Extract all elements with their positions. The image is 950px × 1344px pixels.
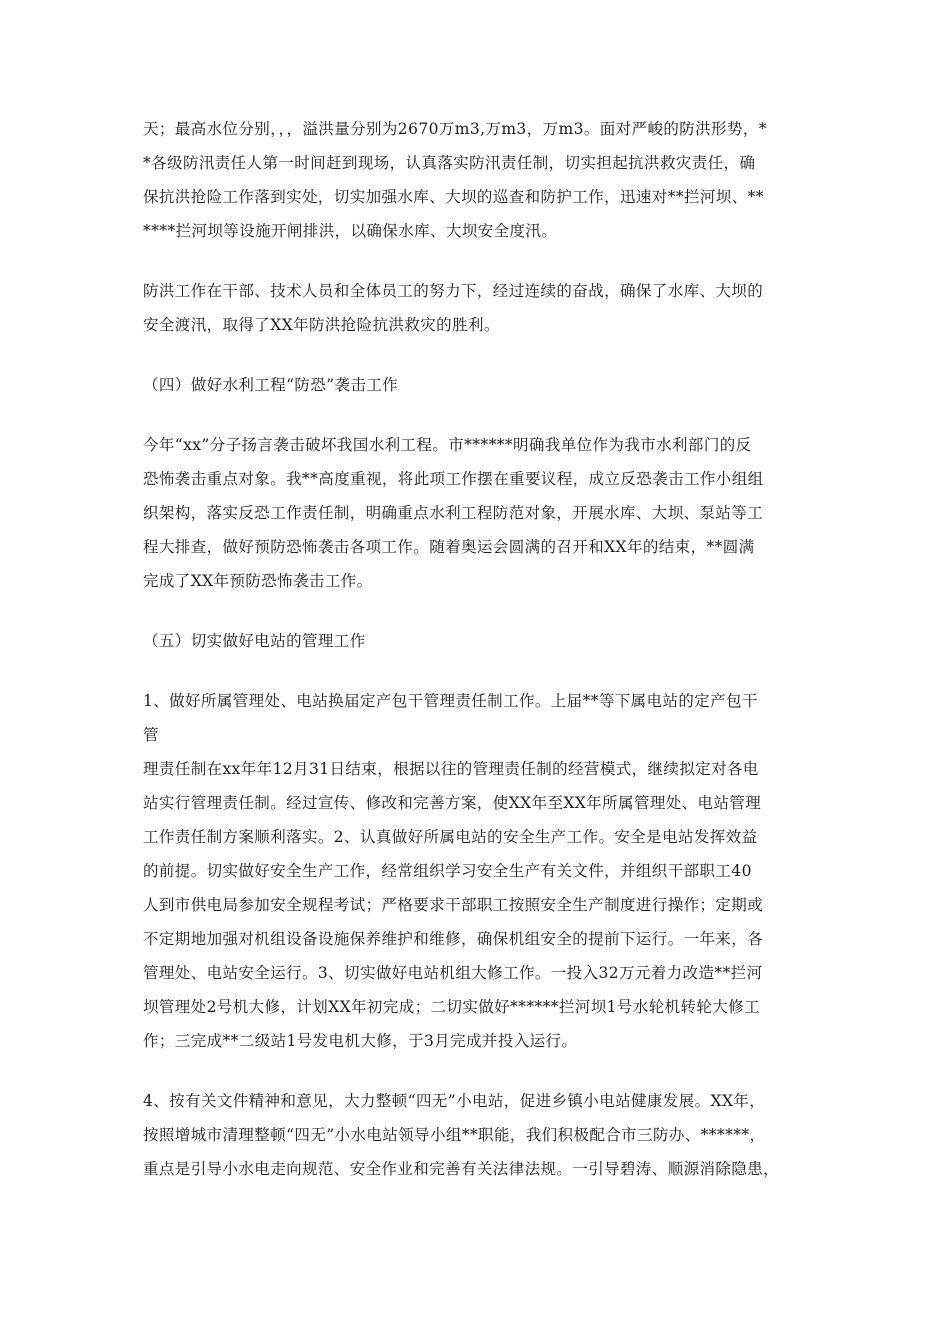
text-line: 理责任制在xx年年12月31日结束，根据以往的管理责任制的经营模式，继续拟定对各电	[143, 760, 759, 778]
text-line: 不定期地加强对机组设备设施保养维护和维修，确保机组安全的提前下运行。一年来，各	[143, 930, 764, 948]
paragraph-flood-response	[143, 112, 823, 248]
text-line: 完成了XX年预防恐怖袭击工作。	[143, 572, 373, 590]
paragraph-gap	[143, 402, 823, 428]
paragraph-gap	[143, 342, 823, 368]
text-line: 按照增城市清理整顿“四无”小水电站领导小组**职能，我们积极配合市三防办、******，	[143, 1126, 766, 1144]
section-heading-4	[143, 368, 823, 402]
text-line: 天；最高水位分别，，，溢洪量分别为2670万m3,万m3，万m3。面对严峻的防洪形势，*	[143, 120, 767, 138]
paragraph-anti-terror	[143, 428, 823, 598]
text-line: 管理处、电站安全运行。3、切实做好电站机组大修工作。一投入32万元着力改造**拦河	[143, 964, 763, 982]
text-line: 坝管理处2号机大修，计划XX年初完成；二切实做好******拦河坝1号水轮机转轮大修工	[143, 998, 760, 1016]
paragraph-gap	[143, 1058, 823, 1084]
text-line: 保抗洪抢险工作落到实处，切实加强水库、大坝的巡查和防护工作，迅速对**拦河坝、**	[143, 188, 764, 206]
section-heading-5	[143, 624, 823, 658]
text-line: 安全渡汛，取得了XX年防洪抢险抗洪救灾的胜利。	[143, 316, 500, 334]
paragraph-gap	[143, 658, 823, 684]
text-line: 4、按有关文件精神和意见，大力整顿“四无”小电站，促进乡镇小电站健康发展。XX年，	[143, 1092, 766, 1110]
text-line: ****拦河坝等设施开闸排洪，以确保水库、大坝安全度汛。	[143, 222, 558, 240]
paragraph-small-hydro	[143, 1084, 823, 1186]
text-line: 织架构，落实反恐工作责任制，明确重点水利工程防范对象，开展水库、大坝、泵站等工	[143, 504, 764, 522]
text-line: 工作责任制方案顺利落实。2、认真做好所属电站的安全生产工作。安全是电站发挥效益	[143, 828, 758, 846]
text-line: 人到市供电局参加安全规程考试；严格要求干部职工按照安全生产制度进行操作；定期或	[143, 896, 764, 914]
text-line: 的前提。切实做好安全生产工作，经常组织学习安全生产有关文件，并组织干部职工40	[143, 862, 752, 880]
text-line: 重点是引导小水电走向规范、安全作业和完善有关法律法规。一引导碧涛、顺源消除隐患，	[143, 1160, 780, 1178]
paragraph-gap	[143, 248, 823, 274]
text-line: 站实行管理责任制。经过宣传、修改和完善方案，使XX年至XX年所属管理处、电站管理	[143, 794, 762, 812]
text-line: 管	[143, 726, 159, 744]
heading-line: （四）做好水利工程“防恐”袭击工作	[143, 376, 399, 394]
text-line: 恐怖袭击重点对象。我**高度重视，将此项工作摆在重要议程，成立反恐袭击工作小组组	[143, 470, 764, 488]
heading-line: （五）切实做好电站的管理工作	[143, 632, 366, 650]
document-page	[143, 112, 823, 1186]
text-line: 程大排查，做好预防恐怖袭击各项工作。随着奥运会圆满的召开和XX年的结束，**圆满	[143, 538, 755, 556]
text-line: *各级防汛责任人第一时间赶到现场，认真落实防汛责任制，切实担起抗洪救灾责任，确	[143, 154, 756, 172]
paragraph-flood-result	[143, 274, 823, 342]
paragraph-gap	[143, 598, 823, 624]
text-line: 防洪工作在干部、技术人员和全体员工的努力下，经过连续的奋战，确保了水库、大坝的	[143, 282, 764, 300]
paragraph-station-management	[143, 684, 823, 1058]
text-line: 今年“xx”分子扬言袭击破坏我国水利工程。市******明确我单位作为我市水利部门的反	[143, 436, 752, 454]
text-line: 1、做好所属管理处、电站换届定产包干管理责任制工作。上届**等下属电站的定产包干	[143, 692, 758, 710]
text-line: 作；三完成**二级站1号发电机大修，于3月完成并投入运行。	[143, 1032, 578, 1050]
